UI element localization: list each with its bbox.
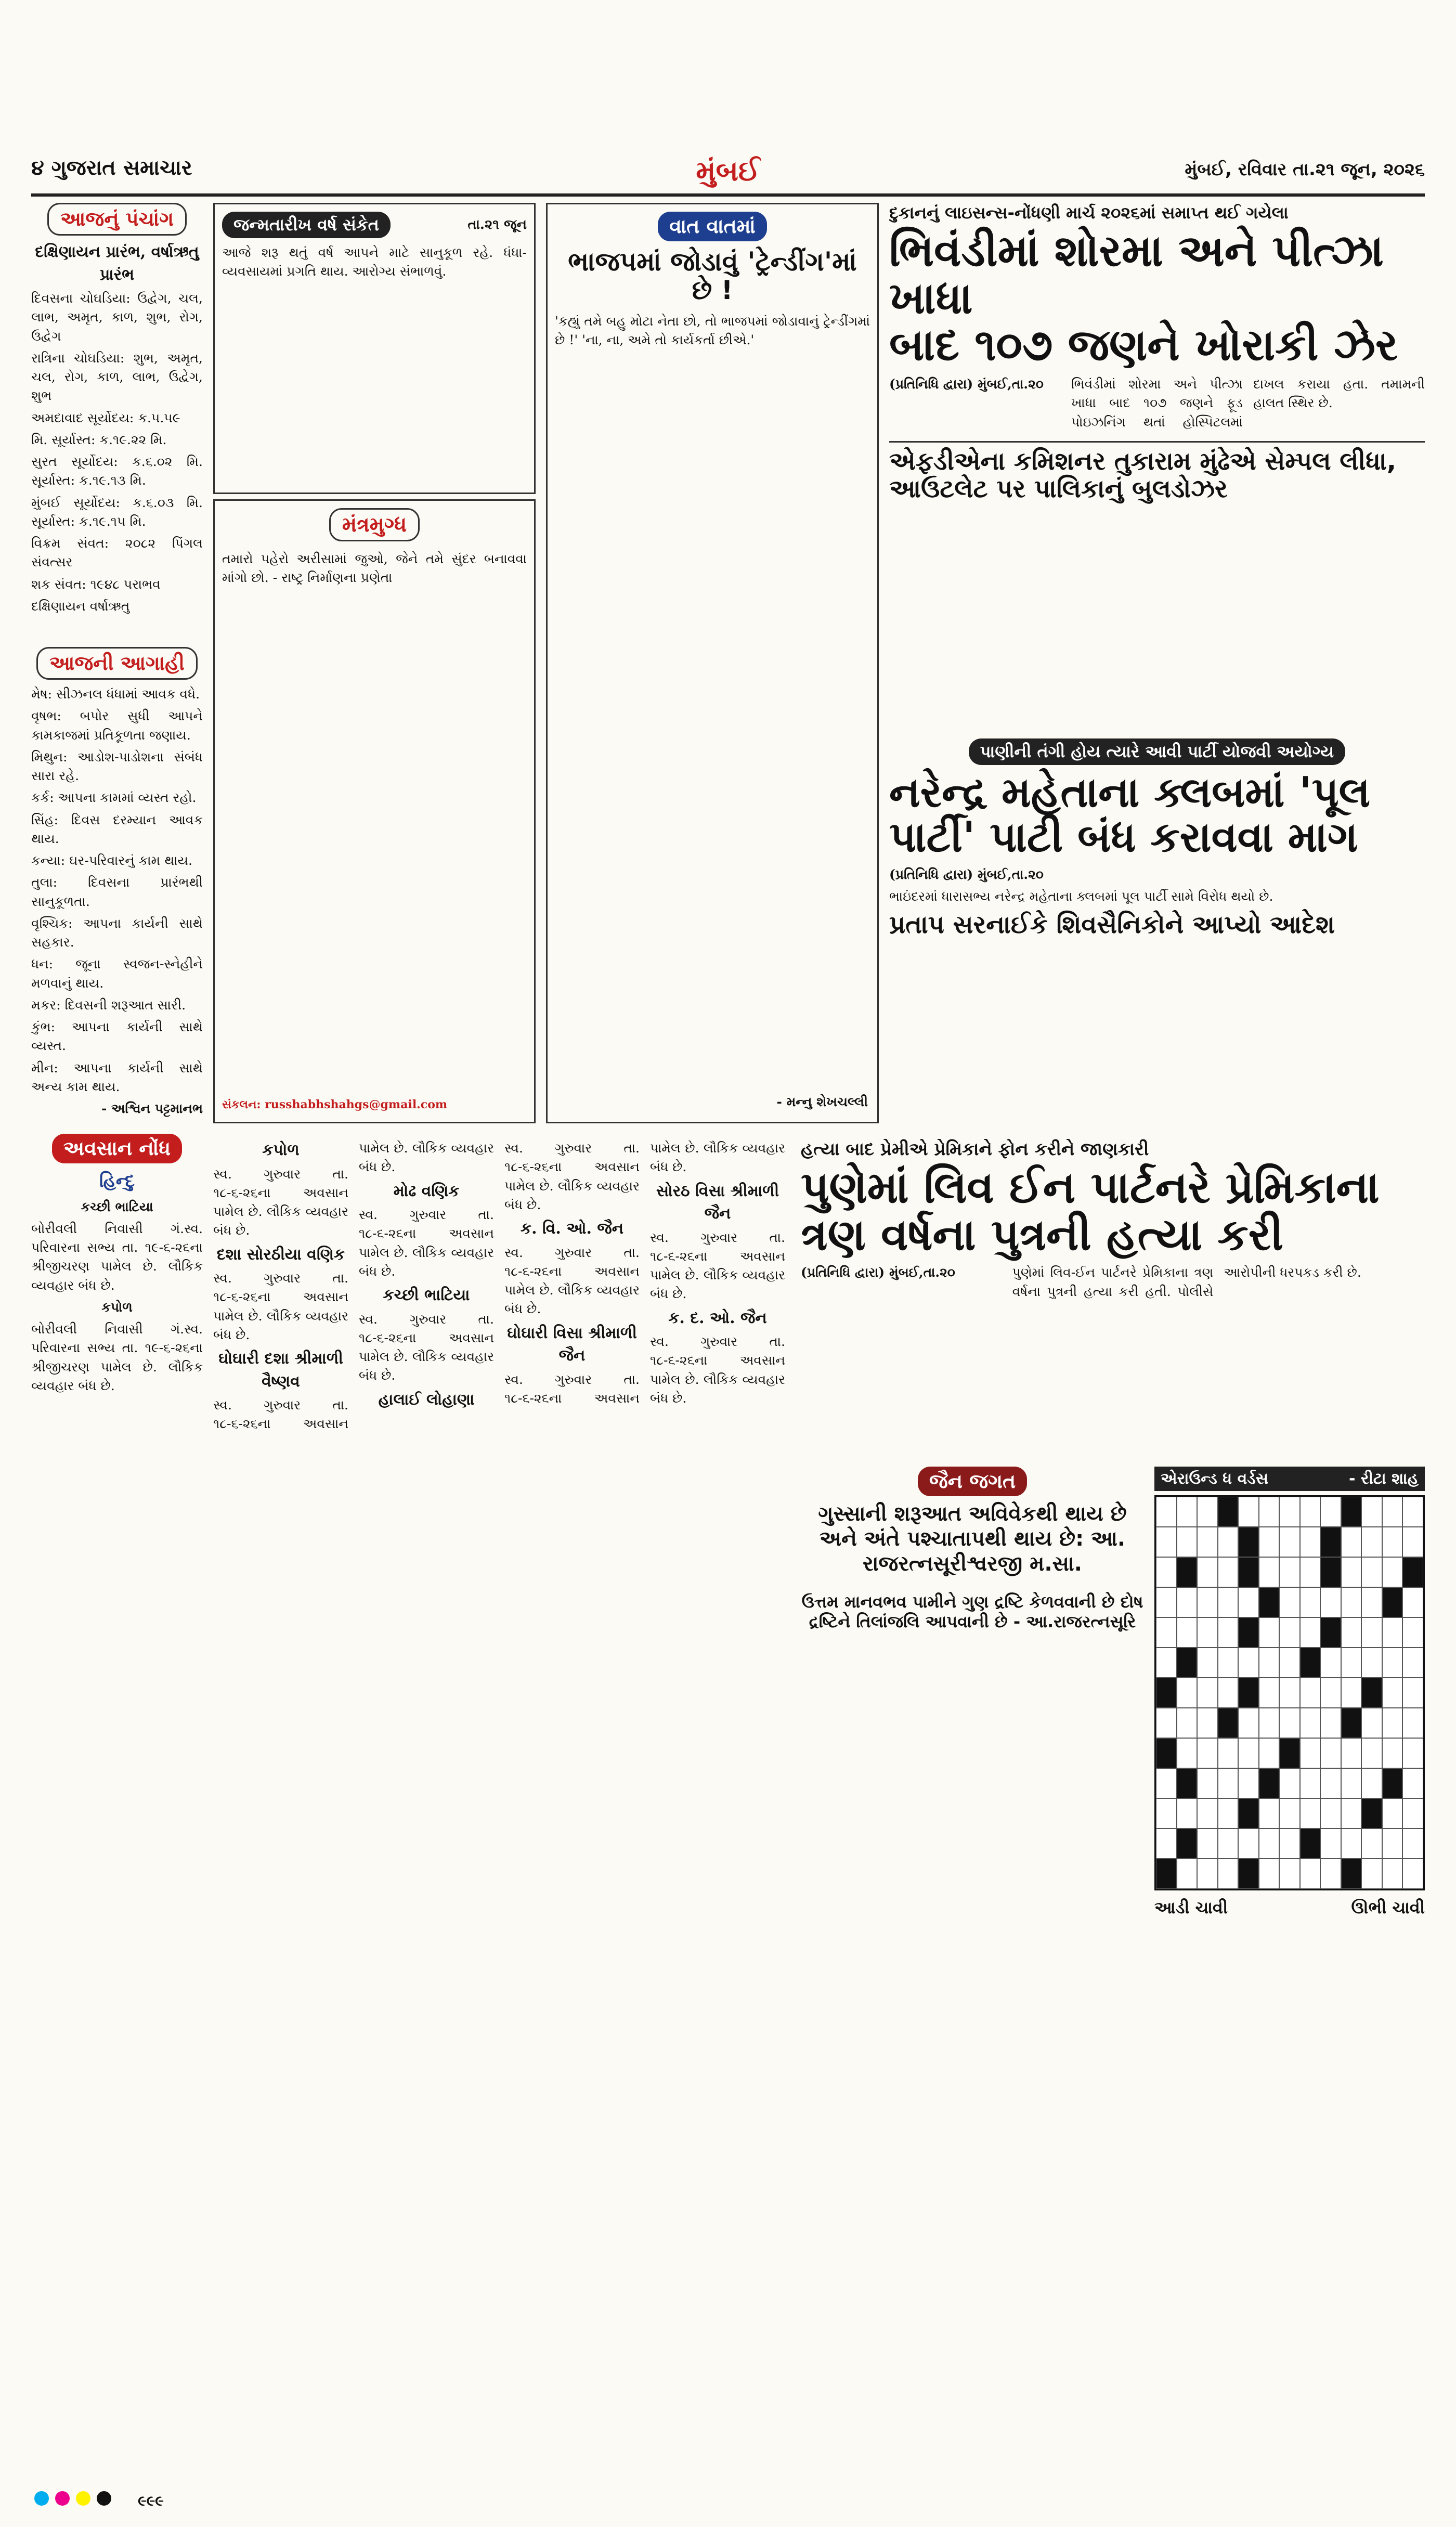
crossword-cell (1177, 1829, 1198, 1859)
crossword-cell (1361, 1678, 1382, 1708)
mantra-contact: સંકલન: russhabhshahgs@gmail.com (222, 1098, 448, 1112)
crossword-cell (1259, 1829, 1280, 1859)
crossword-cell (1402, 1798, 1423, 1829)
crossword-cell (1218, 1798, 1239, 1829)
crossword-cell (1259, 1768, 1280, 1798)
crossword-cell (1156, 1527, 1177, 1557)
story3-text: પુણેમાં લિવ-ઈન પાર્ટનરે પ્રેમિકાના ત્રણ વર્ષના પુત્રની હત્યા કરી હતી. પોલીસે આરોપીની ધરપકડ કરી છે. (1012, 1265, 1361, 1299)
crossword-cell (1259, 1557, 1280, 1587)
masthead-rule (31, 193, 1425, 197)
crossword-cell (1361, 1829, 1382, 1859)
crossword-cell (1279, 1798, 1300, 1829)
obit-entry: સ્વ. ગુરુવાર તા. ૧૮-૬-૨૬ના અવસાન પામેલ છે. લૌકિક વ્યવહાર બંધ છે. (504, 1245, 640, 1317)
obit-entry: સ્વ. ગુરુવાર તા. ૧૮-૬-૨૬ના અવસાન પામેલ છે. લૌકિક વ્યવહાર બંધ છે. (504, 1141, 640, 1212)
aagahi-byline: - અશ્વિન પટ્ટમાનભ (101, 1101, 203, 1116)
panchang-line: શક સંવત: ૧૯૪૮ પરાભવ (31, 576, 161, 592)
crossword-cell (1402, 1829, 1423, 1859)
crossword-cell (1218, 1708, 1239, 1738)
crossword-cell (1341, 1708, 1362, 1738)
aagahi-line: મકર: દિવસની શરૂઆત સારી. (31, 997, 186, 1013)
crossword-cell (1238, 1497, 1259, 1527)
crossword-cell (1382, 1738, 1403, 1768)
story1b-headline: એફડીએના કમિશનર તુકારામ મુંઢેએ સેમ્પલ લીધા, આઉટલેટ પર પાલિકાનું બુલડોઝર (889, 446, 1397, 503)
section-title: મુંબઈ (696, 156, 760, 187)
crossword-cell (1197, 1527, 1218, 1557)
crossword-cell (1238, 1648, 1259, 1678)
panchang-line: અમદાવાદ સૂર્યોદય: ક.૫.૫૯ (31, 410, 180, 425)
crossword-cell (1177, 1617, 1198, 1648)
crossword-cell (1341, 1617, 1362, 1648)
crossword-cell (1382, 1587, 1403, 1617)
crossword-cell (1259, 1798, 1280, 1829)
story1-kicker: દુકાનનું લાઇસન્સ-નોંધણી માર્ચ ૨૦૨૬માં સમાપ્ત થઈ ગયેલા (889, 203, 1289, 223)
crossword-cell (1402, 1587, 1423, 1617)
crossword-cell (1361, 1557, 1382, 1587)
crossword-cell (1402, 1617, 1423, 1648)
panchang-line: સુરત સૂર્યોદય: ક.૬.૦૨ મિ. સૂર્યાસ્ત: ક.૧૯.૧૩ મિ. (31, 454, 203, 488)
crossword-cell (1382, 1829, 1403, 1859)
crossword-cell (1218, 1768, 1239, 1798)
obit-group: ઘોઘારી દશા શ્રીમાળી વૈષ્ણવ (218, 1350, 343, 1391)
crossword-cell (1382, 1798, 1403, 1829)
crossword-cell (1361, 1587, 1382, 1617)
avsaan-title: અવસાન નોંધ (52, 1134, 182, 1163)
crossword-cell (1341, 1557, 1362, 1587)
avsaan-sub: હિન્દુ (99, 1171, 135, 1192)
crossword-cell (1320, 1829, 1341, 1859)
crossword-cell (1361, 1648, 1382, 1678)
crossword-cell (1382, 1557, 1403, 1587)
crossword-cell (1238, 1798, 1259, 1829)
vaat-title: વાત વાતમાં (658, 212, 767, 241)
crossword-cell (1402, 1527, 1423, 1557)
crossword-cell (1177, 1648, 1198, 1678)
vaat-headline: ભાજપમાં જોડાવું 'ટ્રેન્ડીંગ'માં છે ! (568, 247, 857, 305)
crossword-cell (1300, 1678, 1321, 1708)
crossword-cell (1341, 1497, 1362, 1527)
masthead (31, 156, 1425, 192)
crossword-cell (1320, 1859, 1341, 1889)
crossword-cell (1156, 1648, 1177, 1678)
crossword-cell (1300, 1557, 1321, 1587)
aagahi-line: સિંહ: દિવસ દરમ્યાન આવક થાય. (31, 812, 203, 846)
crossword-cell (1300, 1648, 1321, 1678)
crossword-cell (1361, 1708, 1382, 1738)
crossword-cell (1218, 1738, 1239, 1768)
crossword-cell (1238, 1768, 1259, 1798)
panchang-title: આજનું પંચાંગ (47, 203, 187, 236)
crossword-cell (1279, 1557, 1300, 1587)
page-paper-name: ૪ ગુજરાત સમાચાર (31, 156, 192, 180)
crossword-cell (1218, 1829, 1239, 1859)
crossword-cell (1177, 1768, 1198, 1798)
aagahi-line: મીન: આપના કાર્યની સાથે અન્ય કામ થાય. (31, 1060, 203, 1094)
crossword-cell (1361, 1617, 1382, 1648)
obit-group: ક. વિ. ઓ. જૈન (520, 1220, 624, 1238)
obituary-listing (213, 1139, 785, 2470)
crossword-cell (1156, 1829, 1177, 1859)
crossword-cell (1156, 1738, 1177, 1768)
story1-headline-2: બાદ ૧૦૭ જણને ખોરાકી ઝેર (889, 319, 1398, 371)
crossword-cell (1218, 1617, 1239, 1648)
crossword-cell (1177, 1557, 1198, 1587)
obit-entry: સ્વ. ગુરુવાર તા. ૧૮-૬-૨૬ના અવસાન પામેલ છે. લૌકિક વ્યવહાર બંધ છે. (650, 1229, 785, 1302)
crossword-cell (1259, 1617, 1280, 1648)
crossword-cell (1279, 1768, 1300, 1798)
obit-group: હાલાઈ લોહાણા (378, 1390, 475, 1409)
crossword-cell (1238, 1587, 1259, 1617)
crossword-cell (1197, 1768, 1218, 1798)
crossword-cell (1177, 1527, 1198, 1557)
aagahi-line: કર્ક: આપના કામમાં વ્યસ્ત રહો. (31, 790, 197, 806)
obit-entry: સ્વ. ગુરુવાર તા. ૧૮-૬-૨૬ના અવસાન પામેલ છે. લૌકિક વ્યવહાર બંધ છે. (213, 1271, 348, 1342)
story2-text: ભાઇંદરમાં ધારાસભ્ય નરેન્દ્ર મહેતાના ક્લબમાં પૂલ પાર્ટી સામે વિરોધ થયો છે. (889, 889, 1273, 904)
crossword-cell (1300, 1497, 1321, 1527)
crossword-down-label: ઊભી ચાવી (1351, 1898, 1425, 1917)
crossword-cell (1156, 1768, 1177, 1798)
panchang-line: રાત્રિના ચોઘડિયા: શુભ, અમૃત, ચલ, રોગ, કાળ, લાભ, ઉદ્વેગ, શુભ (31, 350, 203, 404)
crossword-cell (1218, 1587, 1239, 1617)
avsaan-text: બોરીવલી નિવાસી ગં.સ્વ. પરિવારના સભ્ય તા. ૧૯-૬-૨૬ના શ્રીજીચરણ પામેલ છે. લૌકિક વ્યવહાર બંધ છે. (31, 1321, 203, 1393)
crossword-cell (1177, 1587, 1198, 1617)
crossword-cell (1361, 1768, 1382, 1798)
panchang-line: વિક્રમ સંવત: ૨૦૮૨ પિંગલ સંવત્સર (31, 536, 203, 570)
crossword-cell (1197, 1648, 1218, 1678)
crossword-cell (1218, 1648, 1239, 1678)
obit-entry: સ્વ. ગુરુવાર તા. ૧૮-૬-૨૬ના અવસાન પામેલ છે. લૌકિક વ્યવહાર બંધ છે. (359, 1207, 494, 1279)
jain-title: જૈન જગત (918, 1467, 1027, 1496)
crossword-cell (1382, 1859, 1403, 1889)
crossword-cell (1402, 1708, 1423, 1738)
crossword-cell (1300, 1617, 1321, 1648)
crossword-grid (1154, 1495, 1425, 1890)
footer-number: ૯૯૯ (138, 2492, 164, 2509)
color-registration-strip (31, 2491, 1425, 2512)
janmdin-date: તા.૨૧ જૂન (467, 216, 527, 232)
panchang-line: મુંબઈ સૂર્યોદય: ક.૬.૦૩ મિ. સૂર્યાસ્ત: ક.૧૯.૧૫ મિ. (31, 495, 203, 529)
crossword-cell (1341, 1648, 1362, 1678)
obit-group: ક. દ. ઓ. જૈન (668, 1308, 767, 1327)
crossword-cell (1382, 1527, 1403, 1557)
crossword-cell (1238, 1527, 1259, 1557)
crossword-cell (1259, 1678, 1280, 1708)
panchang-column (31, 203, 203, 2481)
crossword-cell (1238, 1738, 1259, 1768)
aagahi-line: કન્યા: ઘર-પરિવારનું કામ થાય. (31, 853, 192, 868)
crossword-cell (1361, 1738, 1382, 1768)
story1-headline-1: ભિવંડીમાં શોરમા અને પીત્ઝા ખાધા (889, 225, 1384, 323)
crossword-cell (1341, 1829, 1362, 1859)
crossword-cell (1382, 1768, 1403, 1798)
crossword-cell (1382, 1497, 1403, 1527)
story-pool-party (889, 738, 1425, 1123)
crossword-cell (1320, 1617, 1341, 1648)
aagahi-line: વૃશ્ચિક: આપના કાર્યની સાથે સહકાર. (31, 915, 203, 950)
crossword-cell (1177, 1738, 1198, 1768)
crossword-cell (1279, 1497, 1300, 1527)
crossword-cell (1300, 1829, 1321, 1859)
crossword-cell (1279, 1617, 1300, 1648)
crossword-cell (1197, 1738, 1218, 1768)
crossword-cell (1218, 1678, 1239, 1708)
crossword-cell (1300, 1768, 1321, 1798)
vaat-text: 'કહ્યું તમે બહુ મોટા નેતા છો, તો ભાજપમાં જોડાવાનું ટ્રેન્ડીંગમાં છે !' 'ના, ના, અમે તો કાર્યકર્તા છીએ.' (555, 314, 870, 348)
crossword-cell (1320, 1798, 1341, 1829)
crossword-cell (1341, 1587, 1362, 1617)
crossword-cell (1259, 1497, 1280, 1527)
crossword-cell (1197, 1497, 1218, 1527)
crossword-cell (1156, 1497, 1177, 1527)
crossword-cell (1320, 1587, 1341, 1617)
crossword-cell (1218, 1859, 1239, 1889)
story-bhiwandi (889, 203, 1425, 723)
crossword-cell (1218, 1497, 1239, 1527)
aagahi-line: વૃષભ: બપોર સુધી આપને કામકાજમાં પ્રતિકૂળતા જણાય. (31, 708, 203, 743)
crossword-cell (1238, 1859, 1259, 1889)
crossword-cell (1156, 1708, 1177, 1738)
crossword-cell (1341, 1678, 1362, 1708)
crossword-cell (1341, 1527, 1362, 1557)
obit-group: ઘોઘારી વિસા શ્રીમાળી જૈન (507, 1324, 637, 1365)
aagahi-line: મેષ: સીઝનલ ધંધામાં આવક વધે. (31, 686, 200, 702)
crossword-cell (1320, 1497, 1341, 1527)
crossword-cell (1156, 1859, 1177, 1889)
panchang-line: દક્ષિણાયન પ્રારંભ, વર્ષાઋતુ પ્રારંભ (35, 243, 199, 284)
crossword-cell (1341, 1768, 1362, 1798)
janmdin-box (213, 203, 536, 494)
story3-kicker: હત્યા બાદ પ્રેમીએ પ્રેમિકાને ફોન કરીને જાણકારી (801, 1139, 1149, 1160)
crossword-cell (1300, 1859, 1321, 1889)
crossword-cell (1197, 1859, 1218, 1889)
crossword-cell (1156, 1678, 1177, 1708)
crossword-cell (1156, 1617, 1177, 1648)
story-pune (801, 1139, 1425, 1451)
crossword-cell (1177, 1708, 1198, 1738)
panchang-line: દક્ષિણાયન વર્ષાઋતુ (31, 598, 130, 614)
avsaan-caste: કપોળ (101, 1299, 133, 1315)
crossword-cell (1279, 1829, 1300, 1859)
crossword-cell (1361, 1497, 1382, 1527)
crossword-cell (1402, 1738, 1423, 1768)
aagahi-title: આજની આગાહી (36, 647, 198, 680)
crossword-cell (1156, 1557, 1177, 1587)
crossword-across-label: આડી ચાવી (1154, 1898, 1228, 1917)
crossword-cell (1177, 1678, 1198, 1708)
crossword-cell (1361, 1798, 1382, 1829)
obit-entry: સ્વ. ગુરુવાર તા. ૧૮-૬-૨૬ના અવસાન પામેલ છે. લૌકિક વ્યવહાર બંધ છે. (359, 1311, 494, 1383)
crossword-cell (1197, 1587, 1218, 1617)
crossword-cell (1238, 1617, 1259, 1648)
crossword (1154, 1467, 1425, 2476)
vaat-box (546, 203, 879, 1123)
story1-dateline: (પ્રતિનિધિ દ્વારા) મુંબઈ,તા.૨૦ (889, 377, 1044, 392)
janmdin-text: આજે શરૂ થતું વર્ષ આપને માટે સાનુકૂળ રહે. ધંધા-વ્યવસાયમાં પ્રગતિ થાય. આરોગ્ય સંભાળવું. (222, 245, 527, 279)
dateline: મુંબઈ, રવિવાર તા.૨૧ જૂન, ૨૦૨૬ (1185, 159, 1425, 180)
crossword-cell (1177, 1497, 1198, 1527)
crossword-cell (1341, 1738, 1362, 1768)
crossword-cell (1197, 1708, 1218, 1738)
crossword-cell (1156, 1798, 1177, 1829)
crossword-cell (1238, 1829, 1259, 1859)
aagahi-line: મિથુન: આડોશ-પાડોશના સંબંધ સારા રહે. (31, 749, 203, 783)
story2-dateline: (પ્રતિનિધિ દ્વારા) મુંબઈ,તા.૨૦ (889, 866, 1044, 882)
crossword-cell (1300, 1527, 1321, 1557)
crossword-cell (1320, 1738, 1341, 1768)
janmdin-title: જન્મતારીખ વર્ષ સંકેત (222, 212, 391, 238)
crossword-cell (1402, 1859, 1423, 1889)
crossword-cell (1402, 1768, 1423, 1798)
crossword-title: એરાઉન્ડ ધ વર્ડસ (1161, 1470, 1269, 1488)
crossword-cell (1402, 1648, 1423, 1678)
obit-entry: સ્વ. ગુરુવાર તા. ૧૮-૬-૨૬ના અવસાન પામેલ છે. લૌકિક વ્યવહાર બંધ છે. (213, 1166, 348, 1238)
crossword-cell (1341, 1798, 1362, 1829)
obit-entry: સ્વ. ગુરુવાર તા. ૧૮-૬-૨૬ના અવસાન પામેલ છે. લૌકિક વ્યવહાર બંધ છે. (504, 1141, 785, 1406)
obit-group: કપોળ (262, 1141, 300, 1159)
crossword-cell (1320, 1768, 1341, 1798)
crossword-cell (1259, 1648, 1280, 1678)
crossword-cell (1279, 1708, 1300, 1738)
crossword-cell (1259, 1738, 1280, 1768)
panchang-line: મિ. સૂર્યાસ્ત: ક.૧૯.૨૨ મિ. (31, 432, 167, 447)
crossword-cell (1320, 1708, 1341, 1738)
crossword-cell (1197, 1829, 1218, 1859)
crossword-cell (1382, 1678, 1403, 1708)
crossword-cell (1361, 1859, 1382, 1889)
crossword-cell (1279, 1738, 1300, 1768)
aagahi-line: તુલા: દિવસના પ્રારંભથી સાનુકૂળતા. (31, 875, 203, 909)
crossword-cell (1279, 1859, 1300, 1889)
obit-group: કચ્છી ભાટિયા (383, 1286, 470, 1304)
obit-group: મોઢ વણિક (393, 1182, 460, 1200)
crossword-cell (1402, 1678, 1423, 1708)
crossword-cell (1300, 1798, 1321, 1829)
crossword-cell (1382, 1708, 1403, 1738)
crossword-cell (1320, 1648, 1341, 1678)
story2b-headline: પ્રતાપ સરનાઈકે શિવસૈનિકોને આપ્યો આદેશ (889, 910, 1335, 940)
crossword-cell (1259, 1587, 1280, 1617)
crossword-cell (1259, 1527, 1280, 1557)
crossword-cell (1218, 1527, 1239, 1557)
crossword-cell (1279, 1678, 1300, 1708)
story3-headline-1: પુણેમાં લિવ ઈન પાર્ટનરે પ્રેમિકાના (801, 1162, 1380, 1213)
story2-kicker: પાણીની તંગી હોય ત્યારે આવી પાર્ટી યોજવી અયોગ્ય (969, 738, 1346, 765)
crossword-cell (1156, 1587, 1177, 1617)
crossword-cell (1238, 1678, 1259, 1708)
crossword-cell (1279, 1527, 1300, 1557)
mantra-box (213, 499, 536, 1123)
crossword-cell (1238, 1557, 1259, 1587)
crossword-cell (1259, 1859, 1280, 1889)
panchang-line: દિવસના ચોઘડિયા: ઉદ્વેગ, ચલ, લાભ, અમૃત, કાળ, શુભ, રોગ, ઉદ્વેગ (31, 291, 203, 344)
obit-entry: સ્વ. ગુરુવાર તા. ૧૮-૬-૨૬ના અવસાન પામેલ છે. લૌકિક વ્યવહાર બંધ છે. (650, 1334, 785, 1406)
story2-headline-1: નરેન્દ્ર મહેતાના ક્લબમાં 'પૂલ (889, 768, 1371, 817)
story3-headline-2: ત્રણ વર્ષના પુત્રની હત્યા કરી (801, 1209, 1284, 1260)
crossword-cell (1300, 1708, 1321, 1738)
aagahi-line: ધન: જૂના સ્વજન-સ્નેહીને મળવાનું થાય. (31, 956, 203, 991)
avsaan-caste: કચ્છી ભાટિયા (81, 1199, 153, 1214)
crossword-cell (1197, 1557, 1218, 1587)
crossword-cell (1197, 1678, 1218, 1708)
crossword-cell (1300, 1738, 1321, 1768)
obit-group: સોરઠ વિસા શ્રીમાળી જૈન (656, 1182, 779, 1223)
crossword-cell (1320, 1557, 1341, 1587)
avsaan-text: બોરીવલી નિવાસી ગં.સ્વ. પરિવારના સભ્ય તા. ૧૯-૬-૨૬ના શ્રીજીચરણ પામેલ છે. લૌકિક વ્યવહાર બંધ છે. (31, 1221, 203, 1293)
jain-subhead: ઉત્તમ માનવભવ પામીને ગુણ દ્રષ્ટિ કેળવવાની છે દોષ દ્રષ્ટિને તિલાંજલિ આપવાની છે - આ.રાજરત્નસૂરિ (801, 1592, 1143, 1632)
crossword-cell (1279, 1587, 1300, 1617)
vaat-byline: - મન્નુ શેખચલ્લી (776, 1094, 868, 1109)
crossword-cell (1320, 1678, 1341, 1708)
aagahi-line: કુંભ: આપના કાર્યની સાથે વ્યસ્ત. (31, 1019, 203, 1054)
mantra-text: તમારો પહેરો અરીસામાં જુઓ, જેને તમે સુંદર બનાવવા માંગો છો. - રાષ્ટ્ર નિર્માણના પ્રણેતા (222, 551, 527, 586)
crossword-cell (1177, 1798, 1198, 1829)
obit-group: દશા સોરઠીયા વણિક (216, 1245, 345, 1264)
crossword-cell (1361, 1527, 1382, 1557)
story2-headline-2: પાર્ટી' પાટી બંધ કરાવવા માગ (889, 813, 1358, 862)
crossword-cell (1300, 1587, 1321, 1617)
crossword-cell (1197, 1798, 1218, 1829)
crossword-cell (1218, 1557, 1239, 1587)
crossword-cell (1402, 1497, 1423, 1527)
crossword-cell (1259, 1708, 1280, 1738)
crossword-cell (1238, 1708, 1259, 1738)
crossword-cell (1382, 1617, 1403, 1648)
story1-text: ભિવંડીમાં શોરમા અને પીત્ઝા ખાધા બાદ ૧૦૭ જણને ફૂડ પોઇઝનિંગ થતાં હોસ્પિટલમાં દાખલ કરાયા હતા. તમામની હાલત સ્થિર છે. (1071, 377, 1425, 430)
obit-entry: સ્વ. ગુરુવાર તા. ૧૮-૬-૨૬ના અવસાન પામેલ છે. લૌકિક વ્યવહાર બંધ છે. (213, 1141, 494, 1432)
jain-jagat (801, 1467, 1144, 2476)
crossword-cell (1341, 1859, 1362, 1889)
crossword-cell (1197, 1617, 1218, 1648)
crossword-cell (1177, 1859, 1198, 1889)
crossword-cell (1402, 1557, 1423, 1587)
crossword-author: - રીટા શાહ (1348, 1470, 1419, 1488)
story3-dateline: (પ્રતિનિધિ દ્વારા) મુંબઈ,તા.૨૦ (801, 1265, 955, 1280)
crossword-cell (1320, 1527, 1341, 1557)
crossword-cell (1279, 1648, 1300, 1678)
crossword-cell (1382, 1648, 1403, 1678)
mantra-title: મંત્રમુગ્ધ (329, 508, 420, 541)
jain-headline: ગુસ્સાની શરૂઆત અવિવેકથી થાય છે અને અંતે પશ્ચાતાપથી થાય છે: આ. રાજરત્નસૂરીશ્વરજી મ.સા. (818, 1502, 1127, 1576)
